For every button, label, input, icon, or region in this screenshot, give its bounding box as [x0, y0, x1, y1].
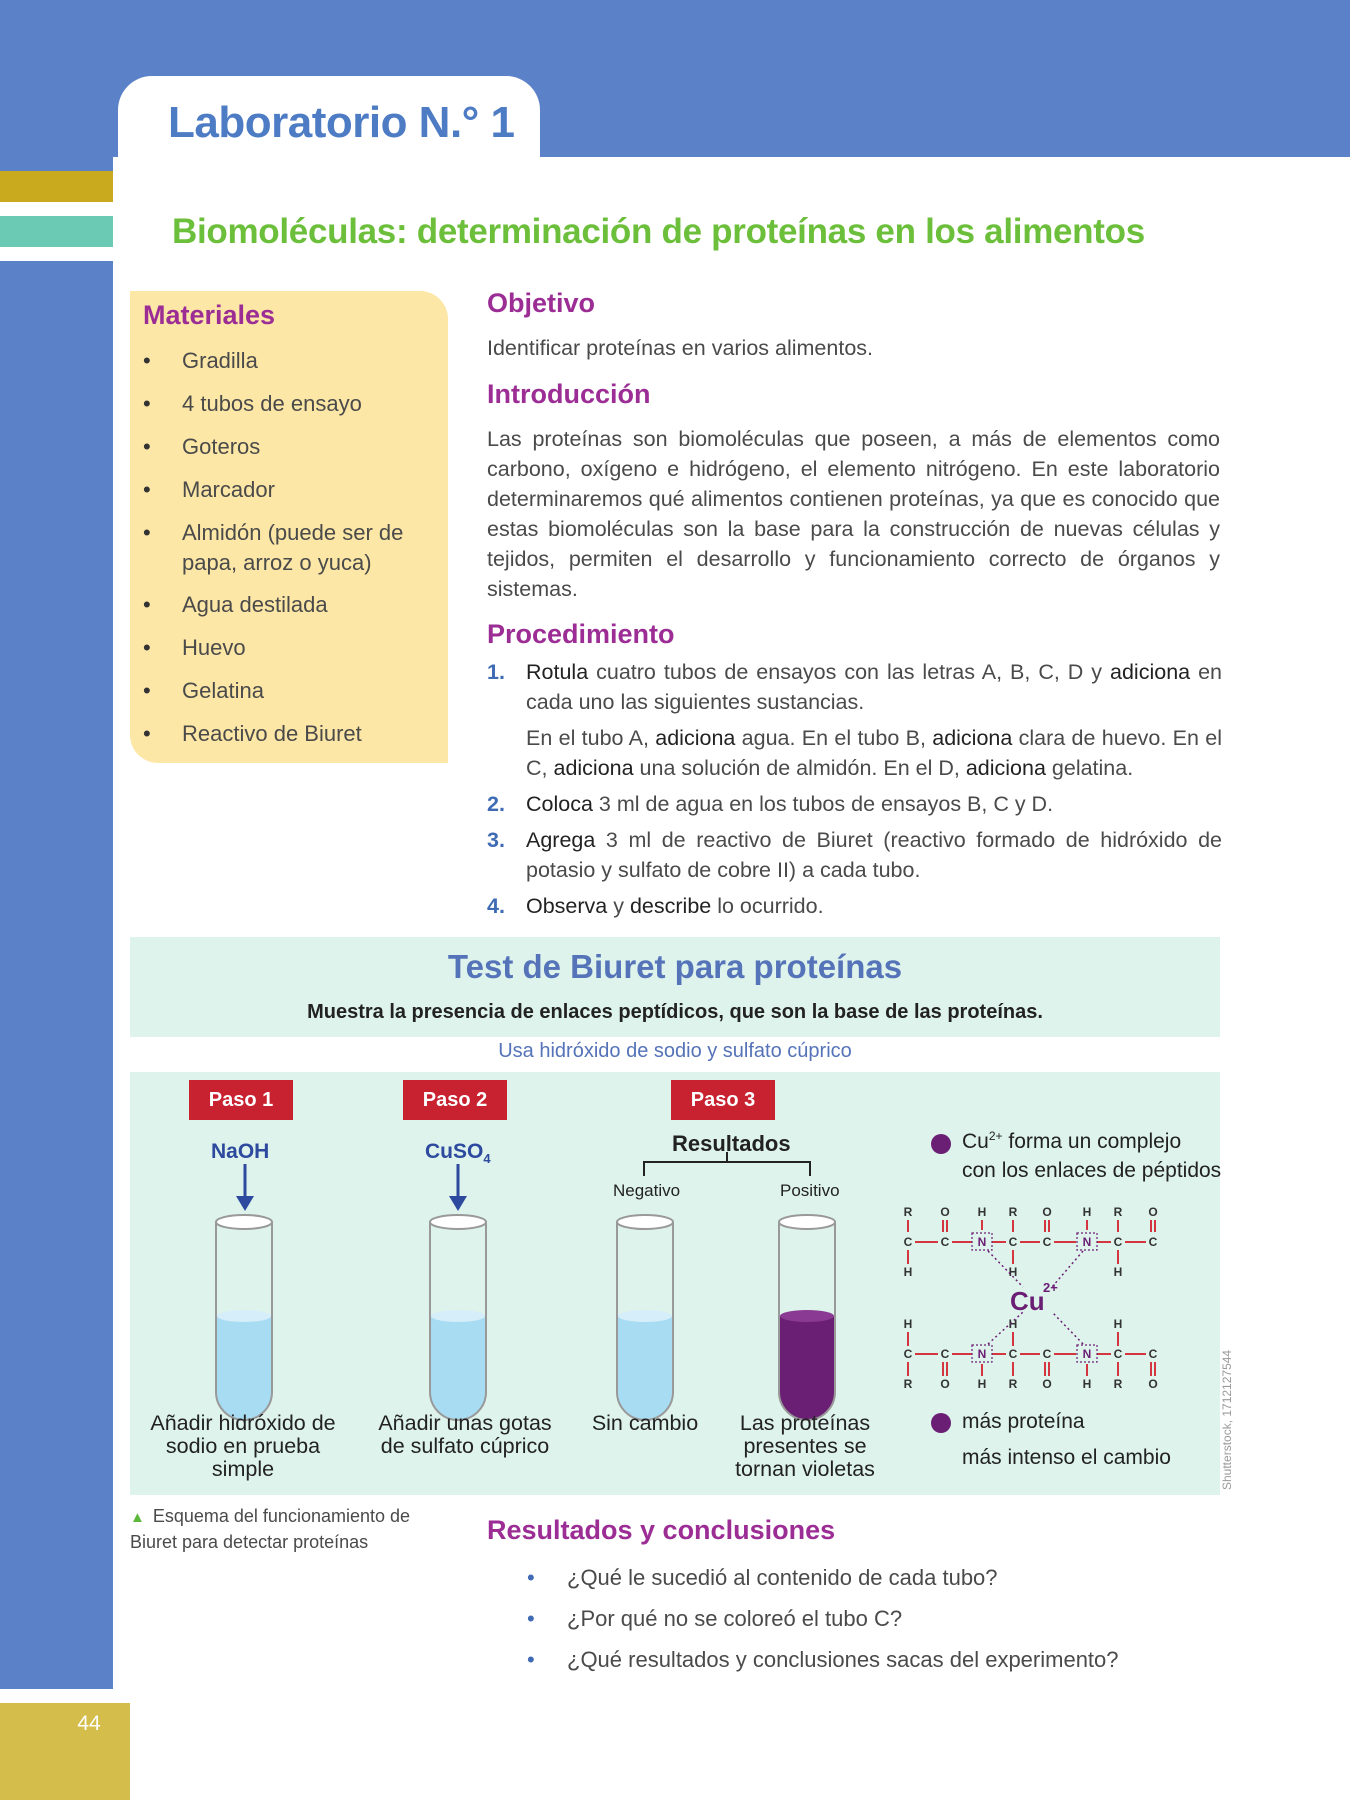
paso-1-badge: Paso 1: [189, 1080, 293, 1120]
arrow-down-icon: [449, 1164, 467, 1211]
question-item: • ¿Por qué no se coloreó el tubo C?: [527, 1606, 903, 1631]
svg-text:R: R: [1008, 1205, 1018, 1219]
copper-ion-charge: 2+: [1043, 1280, 1058, 1295]
svg-text:R: R: [1113, 1377, 1123, 1391]
svg-text:N: N: [1082, 1347, 1092, 1361]
svg-text:C: C: [1148, 1347, 1158, 1361]
svg-text:O: O: [1042, 1377, 1052, 1391]
materials-title: Materiales: [143, 300, 276, 330]
objetivo-text: Identificar proteínas en varios alimentos.: [487, 336, 874, 360]
svg-text:H: H: [1082, 1377, 1092, 1391]
bullet-dot-icon: [931, 1413, 951, 1433]
procedure-step-3: 3. Agrega 3 ml de reactivo de Biuret (reactivo formado de hidróxido de potasio y sulfato de cobre II) a cada tubo.: [487, 828, 1222, 882]
stripe-gap: [0, 247, 113, 261]
tube-negative-caption: Sin cambio: [591, 1411, 699, 1435]
page-number: 44: [77, 1712, 101, 1735]
svg-text:C: C: [1042, 1235, 1052, 1249]
svg-text:H: H: [977, 1205, 987, 1219]
procedure-step-1: 1. Rotula cuatro tubos de ensayos con las letras A, B, C, D y adiciona en cada uno las siguientes sustancias.: [487, 660, 1222, 714]
svg-text:O: O: [940, 1205, 950, 1219]
svg-text:O: O: [1042, 1205, 1052, 1219]
svg-text:H: H: [903, 1265, 913, 1279]
svg-text:O: O: [1148, 1205, 1158, 1219]
svg-text:H: H: [903, 1317, 913, 1331]
lab-title: Laboratorio N.° 1: [168, 98, 515, 147]
main-title: Biomoléculas: determinación de proteínas en los alimentos: [172, 212, 1145, 251]
bullet-dot-icon: [931, 1134, 951, 1154]
yellow-accent-stripe: [0, 171, 113, 202]
figure-caption: ▲ Esquema del funcionamiento de Biuret para detectar proteínas: [130, 1506, 411, 1552]
question-item: • ¿Qué le sucedió al contenido de cada tubo?: [527, 1565, 998, 1590]
svg-text:C: C: [1113, 1347, 1123, 1361]
svg-text:R: R: [903, 1377, 913, 1391]
svg-text:N: N: [977, 1347, 987, 1361]
list-item: • 4 tubos de ensayo: [143, 391, 362, 416]
svg-text:C: C: [903, 1347, 913, 1361]
svg-text:C: C: [1008, 1235, 1018, 1249]
photo-credit: Shutterstock, 1712127544: [1220, 1349, 1234, 1490]
svg-text:C: C: [1148, 1235, 1158, 1249]
svg-text:C: C: [903, 1235, 913, 1249]
test-tube-1: [216, 1215, 272, 1420]
svg-text:H: H: [1113, 1317, 1123, 1331]
svg-text:H: H: [1113, 1265, 1123, 1279]
introduccion-text: Las proteínas son biomoléculas que poseen, a más de elementos como carbono, oxígeno e hidrógeno, el elemento nitrógeno. En este laboratorio determinaremos qué alimentos contienen proteínas, ya que es conocido que estas biomoléculas son la base para la construcción de nuevas células y tejidos, permiten el desarrollo y funcionamiento correcto de órganos y sistemas.: [487, 427, 1220, 601]
resultados-heading: Resultados y conclusiones: [487, 1515, 836, 1545]
svg-text:N: N: [1082, 1235, 1092, 1249]
svg-text:R: R: [1008, 1377, 1018, 1391]
naoh-label: NaOH: [211, 1140, 270, 1163]
results-bracket: [644, 1162, 810, 1176]
tube-2-caption: Añadir unas gotas de sulfato cúprico: [378, 1411, 552, 1458]
svg-text:H: H: [1008, 1317, 1018, 1331]
teal-accent-stripe: [0, 216, 113, 247]
svg-text:R: R: [1113, 1205, 1123, 1219]
test-tube-negative: [617, 1215, 673, 1420]
negativo-label: Negativo: [613, 1181, 681, 1200]
list-item: • Gradilla: [143, 348, 258, 373]
list-item: • Huevo: [143, 635, 246, 660]
arrow-down-icon: [236, 1164, 254, 1211]
svg-text:N: N: [977, 1235, 987, 1249]
resultados-label: Resultados: [672, 1131, 791, 1156]
objetivo-heading: Objetivo: [487, 288, 596, 318]
svg-text:H: H: [1082, 1205, 1092, 1219]
procedure-step-1-detail: En el tubo A, adiciona agua. En el tubo B, adiciona clara de huevo. En el C, adiciona una solución de almidón. En el D, adiciona gelatina.: [526, 726, 1222, 780]
procedimiento-heading: Procedimiento: [487, 619, 675, 649]
list-item: • Almidón (puede ser de papa, arroz o yuca): [143, 520, 404, 575]
svg-text:H: H: [977, 1377, 987, 1391]
svg-text:C: C: [1042, 1347, 1052, 1361]
list-item: • Reactivo de Biuret: [143, 721, 362, 746]
positivo-label: Positivo: [780, 1181, 840, 1200]
svg-text:C: C: [1113, 1235, 1123, 1249]
complex-text-line1: $Cu^{2+}$ forma un complejo: [962, 1129, 1182, 1153]
introduccion-heading: Introducción: [487, 379, 651, 409]
list-item: • Goteros: [143, 434, 261, 459]
copper-ion-label: Cu: [1010, 1286, 1045, 1316]
tube-positive-caption: Las proteínas presentes se tornan violetas: [735, 1411, 875, 1481]
more-protein-label: más proteína: [962, 1410, 1085, 1433]
svg-text:H: H: [1008, 1265, 1018, 1279]
paso-2-badge: Paso 2: [403, 1080, 507, 1120]
procedure-step-4: 4. Observa y describe lo ocurrido.: [487, 894, 824, 918]
svg-text:O: O: [940, 1377, 950, 1391]
procedure-step-2: 2. Coloca 3 ml de agua en los tubos de ensayos B, C y D.: [487, 792, 1054, 816]
list-item: • Gelatina: [143, 678, 264, 703]
svg-text:O: O: [1148, 1377, 1158, 1391]
stripe-gap: [0, 202, 113, 216]
biuret-reagents-note: Usa hidróxido de sodio y sulfato cúprico: [498, 1040, 852, 1062]
svg-text:C: C: [940, 1347, 950, 1361]
test-tube-2: [430, 1215, 486, 1420]
left-color-band: [0, 157, 113, 1689]
svg-text:R: R: [903, 1205, 913, 1219]
paso-3-badge: Paso 3: [671, 1080, 775, 1120]
svg-text:C: C: [940, 1235, 950, 1249]
tube-1-caption: Añadir hidróxido de sodio en prueba simple: [150, 1411, 336, 1481]
cuso4-label: CuSO$_4$: [425, 1140, 491, 1167]
list-item: • Marcador: [143, 477, 275, 502]
more-intense-label: más intenso el cambio: [962, 1446, 1171, 1469]
question-item: • ¿Qué resultados y conclusiones sacas del experimento?: [527, 1647, 1119, 1672]
test-tube-positive: [779, 1215, 835, 1420]
biuret-title: Test de Biuret para proteínas: [447, 948, 903, 985]
complex-text-line2: con los enlaces de péptidos: [962, 1159, 1222, 1182]
list-item: • Agua destilada: [143, 592, 328, 617]
triangle-icon: ▲: [130, 1509, 145, 1526]
svg-text:C: C: [1008, 1347, 1018, 1361]
biuret-subtitle: Muestra la presencia de enlaces peptídicos, que son la base de las proteínas.: [307, 1001, 1043, 1023]
